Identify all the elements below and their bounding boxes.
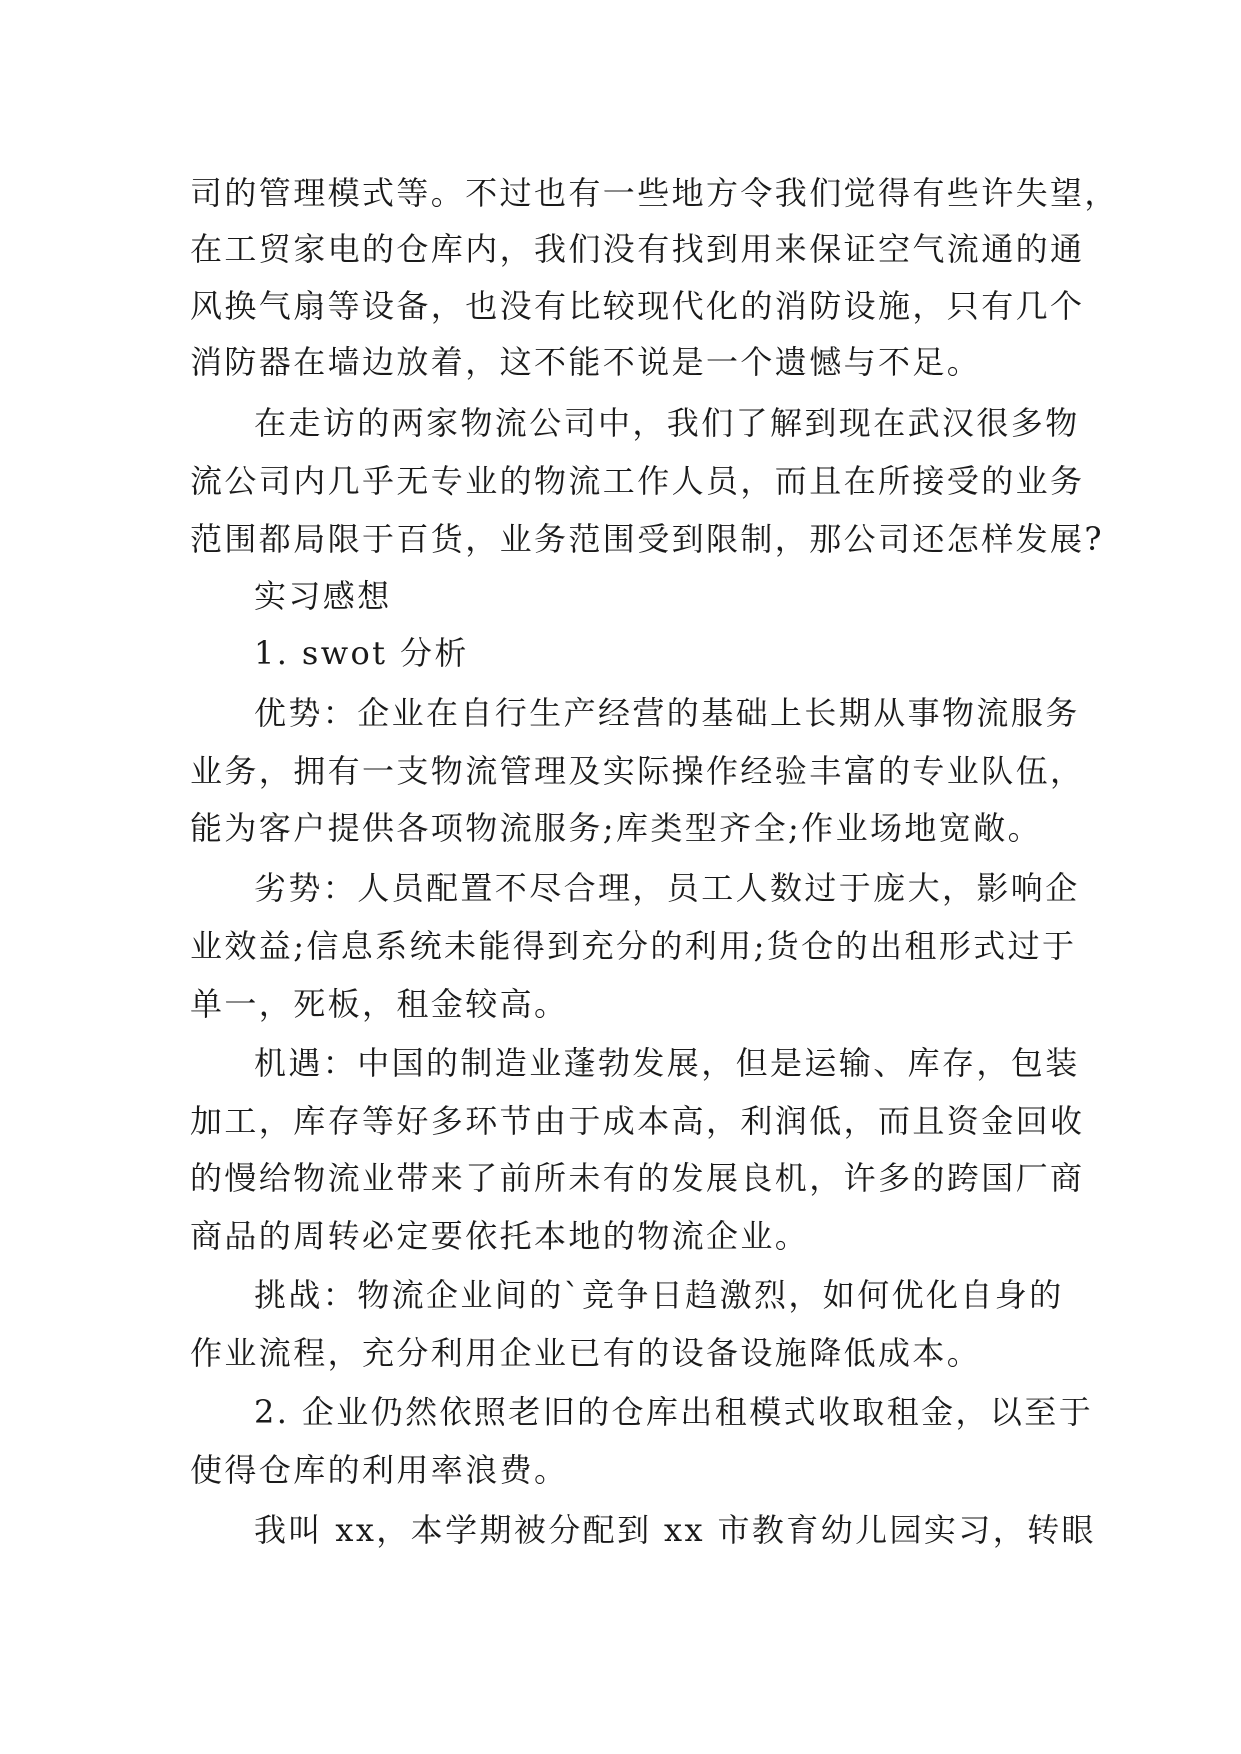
text-line: 业效益;信息系统未能得到充分的利用;货仓的出租形式过于	[190, 927, 1077, 965]
text-line: 商品的周转必定要依托本地的物流企业。	[190, 1217, 810, 1255]
text-line: 能为客户提供各项物流服务;库类型齐全;作业场地宽敞。	[190, 809, 1042, 847]
text-line: 在工贸家电的仓库内，我们没有找到用来保证空气流通的通	[190, 230, 1085, 268]
text-line: 风换气扇等设备，也没有比较现代化的消防设施，只有几个	[190, 287, 1085, 325]
text-line: 使得仓库的利用率浪费。	[190, 1451, 569, 1489]
text-line: 范围都局限于百货，业务范围受到限制，那公司还怎样发展?	[190, 520, 1104, 558]
text-line: 流公司内几乎无专业的物流工作人员，而且在所接受的业务	[190, 462, 1085, 500]
text-line: 司的管理模式等。不过也有一些地方令我们觉得有些许失望，	[190, 174, 1119, 212]
text-line: 作业流程，充分利用企业已有的设备设施降低成本。	[190, 1334, 982, 1372]
numbered-heading: 1. swot 分析	[254, 634, 469, 672]
text-line: 的慢给物流业带来了前所未有的发展良机，许多的跨国厂商	[190, 1159, 1085, 1197]
text-line: 单一，死板，租金较高。	[190, 985, 569, 1023]
section-heading: 实习感想	[254, 577, 392, 615]
paragraph-start-line: 在走访的两家物流公司中，我们了解到现在武汉很多物	[254, 404, 1080, 442]
text-line: 消防器在墙边放着，这不能不说是一个遗憾与不足。	[190, 343, 982, 381]
paragraph-start-line: 优势：企业在自行生产经营的基础上长期从事物流服务	[254, 694, 1080, 732]
paragraph-start-line: 挑战：物流企业间的`竞争日趋激烈，如何优化自身的	[254, 1276, 1064, 1314]
text-line: 业务，拥有一支物流管理及实际操作经验丰富的专业队伍，	[190, 752, 1085, 790]
paragraph-start-line: 我叫 xx，本学期被分配到 xx 市教育幼儿园实习，转眼	[254, 1511, 1096, 1549]
text-line: 加工，库存等好多环节由于成本高，利润低，而且资金回收	[190, 1102, 1085, 1140]
paragraph-start-line: 劣势：人员配置不尽合理，员工人数过于庞大，影响企	[254, 869, 1080, 907]
paragraph-start-line: 机遇：中国的制造业蓬勃发展，但是运输、库存，包装	[254, 1044, 1080, 1082]
paragraph-start-line: 2. 企业仍然依照老旧的仓库出租模式收取租金，以至于	[254, 1393, 1094, 1431]
